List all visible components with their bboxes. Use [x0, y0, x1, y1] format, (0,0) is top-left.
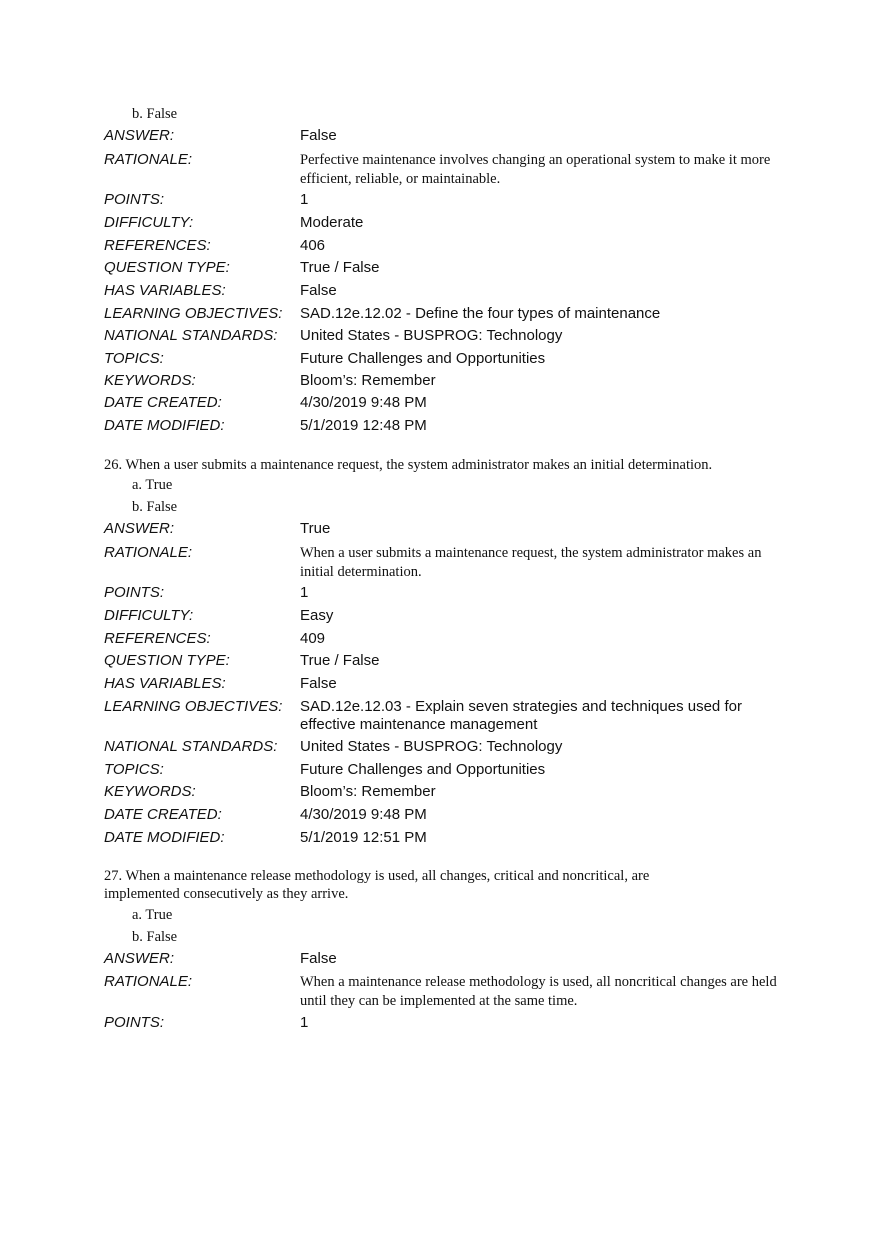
- points-label: POINTS:: [104, 191, 165, 208]
- answer-label: ANSWER:: [104, 950, 175, 967]
- keywords-label: KEYWORDS:: [104, 372, 196, 389]
- references-value: 409: [300, 630, 326, 647]
- rationale-label: RATIONALE:: [104, 544, 193, 561]
- rationale-value: Perfective maintenance involves changing an operational system to make it more efficient, reliable, or maintainable.: [300, 152, 771, 187]
- national-standards-value: United States - BUSPROG: Technology: [300, 738, 563, 755]
- topics-label: TOPICS:: [104, 761, 164, 778]
- national-standards-label: NATIONAL STANDARDS:: [104, 327, 278, 344]
- learning-objectives-label: LEARNING OBJECTIVES:: [104, 698, 283, 715]
- option-b: b. False: [132, 499, 178, 515]
- points-label: POINTS:: [104, 584, 165, 601]
- difficulty-value: Moderate: [300, 214, 364, 231]
- points-value: 1: [300, 191, 309, 208]
- has-variables-value: False: [300, 282, 337, 299]
- topics-value: Future Challenges and Opportunities: [300, 761, 546, 778]
- option-a: a. True: [132, 907, 173, 923]
- references-label: REFERENCES:: [104, 630, 211, 647]
- has-variables-label: HAS VARIABLES:: [104, 675, 226, 692]
- question-type-label: QUESTION TYPE:: [104, 259, 230, 276]
- date-created-value: 4/30/2019 9:48 PM: [300, 394, 427, 411]
- keywords-value: Bloom’s: Remember: [300, 783, 436, 800]
- answer-value: False: [300, 127, 337, 144]
- option-b: b. False: [132, 106, 178, 122]
- option-b: b. False: [132, 929, 178, 945]
- has-variables-label: HAS VARIABLES:: [104, 282, 226, 299]
- topics-value: Future Challenges and Opportunities: [300, 350, 546, 367]
- points-value: 1: [300, 1014, 309, 1031]
- date-modified-label: DATE MODIFIED:: [104, 829, 225, 846]
- date-modified-value: 5/1/2019 12:48 PM: [300, 417, 427, 434]
- question-type-label: QUESTION TYPE:: [104, 652, 230, 669]
- learning-objectives-value: SAD.12e.12.02 - Define the four types of maintenance: [300, 305, 661, 322]
- option-a: a. True: [132, 477, 173, 493]
- points-label: POINTS:: [104, 1014, 165, 1031]
- answer-label: ANSWER:: [104, 520, 175, 537]
- answer-value: False: [300, 950, 337, 967]
- has-variables-value: False: [300, 675, 337, 692]
- rationale-value: When a maintenance release methodology is used, all noncritical changes are held until they can be implemented at the same time.: [300, 974, 777, 1009]
- difficulty-label: DIFFICULTY:: [104, 607, 194, 624]
- answer-label: ANSWER:: [104, 127, 175, 144]
- question-27: 27. When a maintenance release methodology is used, all changes, critical and noncritical, are implemented consecutively as they arrive.: [104, 868, 650, 902]
- topics-label: TOPICS:: [104, 350, 164, 367]
- date-created-label: DATE CREATED:: [104, 806, 222, 823]
- date-created-label: DATE CREATED:: [104, 394, 222, 411]
- references-label: REFERENCES:: [104, 237, 211, 254]
- difficulty-value: Easy: [300, 607, 334, 624]
- rationale-value: When a user submits a maintenance request, the system administrator makes an initial determination.: [300, 545, 762, 580]
- answer-value: True: [300, 520, 331, 537]
- rationale-label: RATIONALE:: [104, 151, 193, 168]
- learning-objectives-label: LEARNING OBJECTIVES:: [104, 305, 283, 322]
- national-standards-value: United States - BUSPROG: Technology: [300, 327, 563, 344]
- keywords-value: Bloom’s: Remember: [300, 372, 436, 389]
- points-value: 1: [300, 584, 309, 601]
- learning-objectives-value: SAD.12e.12.03 - Explain seven strategies and techniques used for effective maintenance management: [300, 698, 742, 733]
- date-created-value: 4/30/2019 9:48 PM: [300, 806, 427, 823]
- keywords-label: KEYWORDS:: [104, 783, 196, 800]
- references-value: 406: [300, 237, 326, 254]
- question-type-value: True / False: [300, 652, 380, 669]
- question-26: 26. When a user submits a maintenance request, the system administrator makes an initial determination.: [104, 457, 713, 473]
- date-modified-label: DATE MODIFIED:: [104, 417, 225, 434]
- date-modified-value: 5/1/2019 12:51 PM: [300, 829, 427, 846]
- question-type-value: True / False: [300, 259, 380, 276]
- difficulty-label: DIFFICULTY:: [104, 214, 194, 231]
- national-standards-label: NATIONAL STANDARDS:: [104, 738, 278, 755]
- rationale-label: RATIONALE:: [104, 973, 193, 990]
